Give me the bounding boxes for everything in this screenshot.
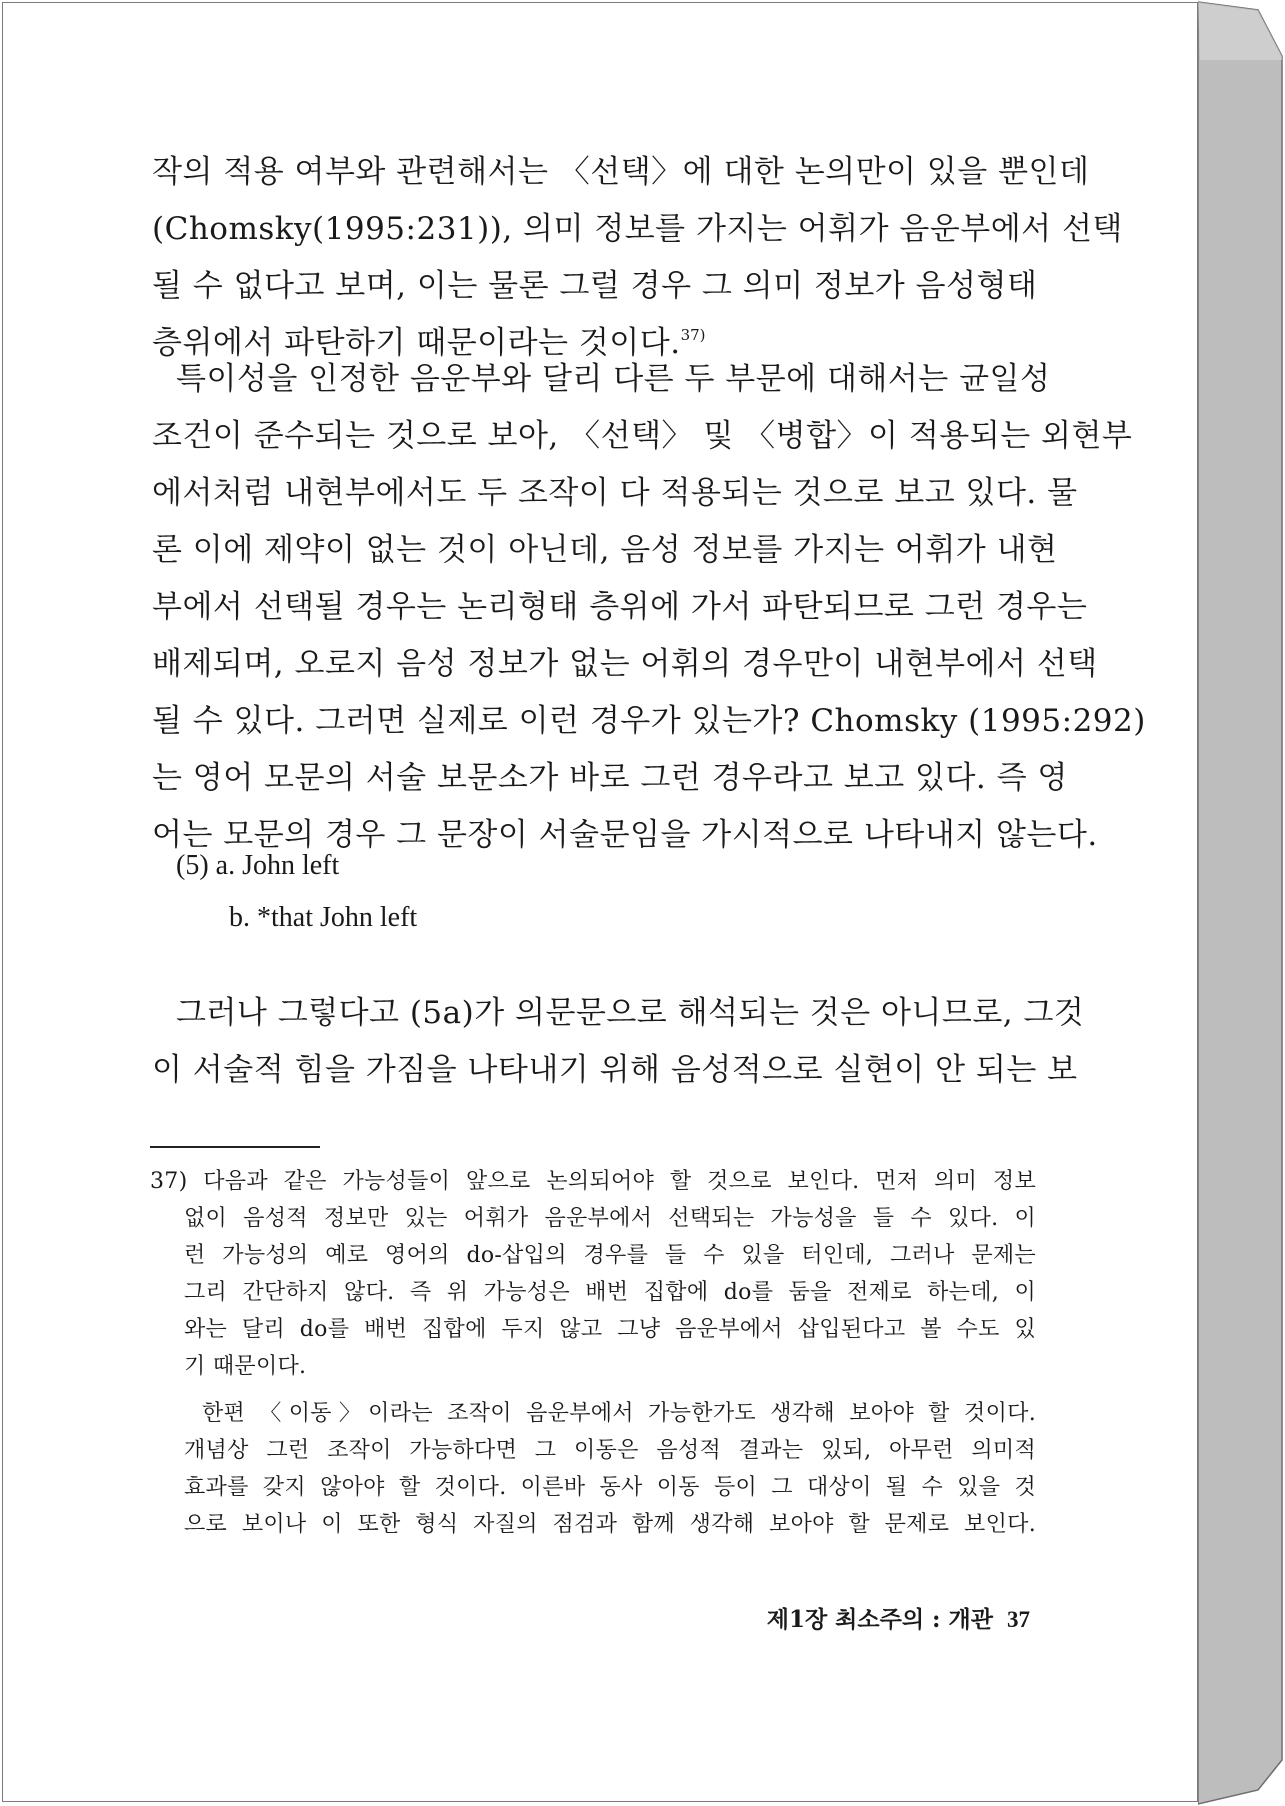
text-line: 될 수 있다. 그러면 실제로 이런 경우가 있는가? Chomsky (1995:292): [152, 703, 1146, 739]
footnote-line: 37) 다음과 같은 가능성들이 앞으로 논의되어야 할 것으로 보인다. 먼저 의미 정보: [150, 1169, 1036, 1194]
footnote-line: 와는 달리 do를 배번 집합에 두지 않고 그냥 음운부에서 삽입된다고 볼 수도 있: [184, 1317, 1036, 1342]
page-edge-shadow: [1198, 0, 1284, 1806]
example-5a: (5) a. John left: [176, 850, 340, 881]
footnote-line: 개념상 그런 조작이 가능하다면 그 이동은 음성적 결과는 있되, 아무런 의미적: [184, 1438, 1036, 1463]
text-line: 특이성을 인정한 음운부와 달리 다른 두 부문에 대해서는 균일성: [176, 361, 1051, 397]
page-footer: [750, 1604, 1030, 1636]
footnote-line: 으로 보이나 이 또한 형식 자질의 점검과 함께 생각해 보아야 할 문제로 보인다.: [184, 1512, 1036, 1537]
footnote-line: 런 가능성의 예로 영어의 do-삽입의 경우를 들 수 있을 터인데, 그러나 문제는: [184, 1243, 1036, 1268]
text-line: (Chomsky(1995:231)), 의미 정보를 가지는 어휘가 음운부에서 선택: [152, 211, 1123, 247]
footnote-rule: [150, 1146, 320, 1148]
text-line: 에서처럼 내현부에서도 두 조작이 다 적용되는 것으로 보고 있다. 물: [152, 475, 1078, 511]
footnote-line: 효과를 갖지 않아야 할 것이다. 이른바 동사 이동 등이 그 대상이 될 수 있을 것: [184, 1475, 1036, 1500]
footnote-marker: 37): [680, 326, 706, 344]
text-line: [152, 323, 1035, 363]
footnote-line: 없이 음성적 정보만 있는 어휘가 음운부에서 선택되는 가능성을 들 수 있다. 이: [184, 1206, 1036, 1231]
text-line: 는 영어 모문의 서술 보문소가 바로 그런 경우라고 보고 있다. 즉 영: [152, 760, 1068, 796]
footnote-line: 그리 간단하지 않다. 즉 위 가능성은 배번 집합에 do를 둠을 전제로 하는데, 이: [184, 1280, 1036, 1305]
text-line: 될 수 없다고 보며, 이는 물론 그럴 경우 그 의미 정보가 음성형태: [152, 268, 1038, 304]
page-number: 37: [1007, 1607, 1030, 1632]
text-line: 이 서술적 힘을 가짐을 나타내기 위해 음성적으로 실현이 안 되는 보: [152, 1052, 1078, 1088]
text-line-content: 층위에서 파탄하기 때문이라는 것이다.: [152, 325, 681, 361]
footnote-line: 기 때문이다.: [184, 1354, 307, 1379]
text-line: 론 이에 제약이 없는 것이 아닌데, 음성 정보를 가지는 어휘가 내현: [152, 532, 1058, 568]
text-line: 그러나 그렇다고 (5a)가 의문문으로 해석되는 것은 아니므로, 그것: [176, 995, 1085, 1031]
example-5b: b. *that John left: [229, 902, 418, 933]
text-line: 작의 적용 여부와 관련해서는 〈선택〉에 대한 논의만이 있을 뿐인데: [152, 154, 1090, 190]
footnote-line: 한편 〈이동〉이라는 조작이 음운부에서 가능한가도 생각해 보아야 할 것이다.: [202, 1401, 1036, 1426]
chapter-title: 제1장 최소주의 : 개관: [766, 1606, 993, 1633]
text-line: 부에서 선택될 경우는 논리형태 층위에 가서 파탄되므로 그런 경우는: [152, 589, 1088, 625]
text-line: 배제되며, 오로지 음성 정보가 없는 어휘의 경우만이 내현부에서 선택: [152, 646, 1098, 682]
text-line: 조건이 준수되는 것으로 보아, 〈선택〉 및 〈병합〉이 적용되는 외현부: [152, 418, 1133, 454]
text-line: 어는 모문의 경우 그 문장이 서술문임을 가시적으로 나타내지 않는다.: [152, 817, 1098, 853]
